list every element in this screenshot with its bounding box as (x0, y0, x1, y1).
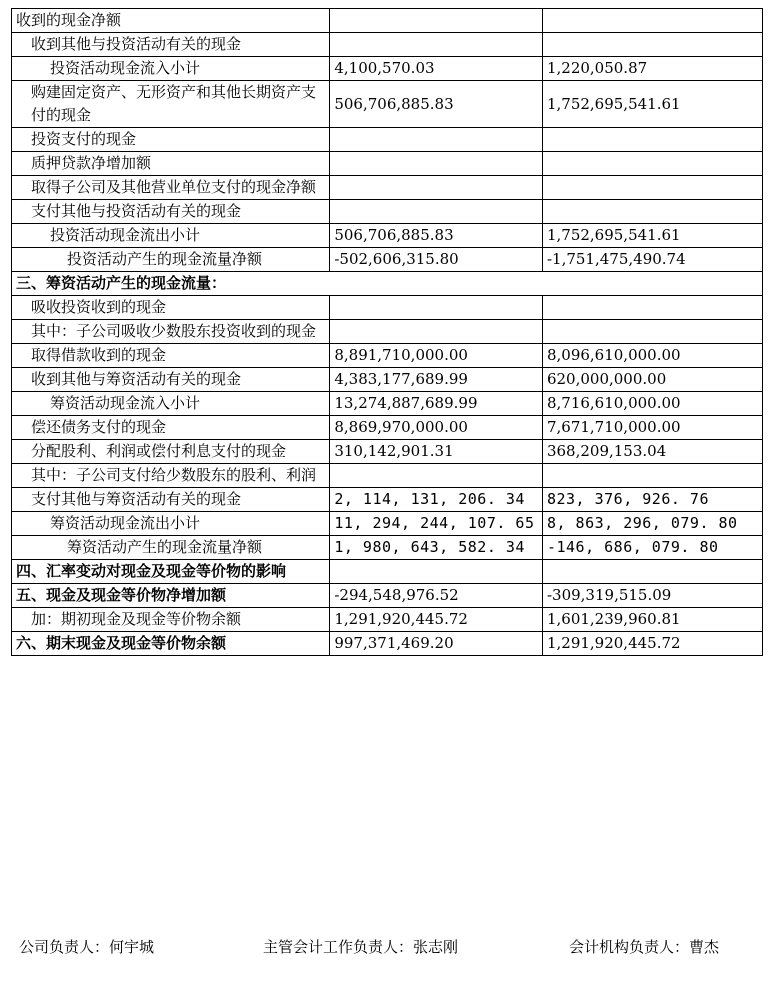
row-label: 偿还债务支付的现金 (12, 416, 330, 440)
prior-period-value: 1,601,239,960.81 (542, 608, 762, 632)
prior-period-value: 7,671,710,000.00 (542, 416, 762, 440)
row-label: 筹资活动现金流出小计 (12, 512, 330, 536)
company-head: 公司负责人：何宇城 (19, 938, 155, 956)
current-period-value: 310,142,901.31 (330, 440, 543, 464)
table-row (12, 248, 763, 272)
table-row (12, 200, 763, 224)
current-period-value: 8,891,710,000.00 (330, 344, 543, 368)
table-row (12, 512, 763, 536)
current-period-value (330, 9, 543, 33)
prior-period-value: 1,752,695,541.61 (542, 224, 762, 248)
prior-period-value: 1,752,695,541.61 (542, 81, 762, 128)
prior-period-value: -146, 686, 079. 80 (542, 536, 762, 560)
table-row (12, 9, 763, 33)
current-period-value (330, 33, 543, 57)
current-period-value (330, 560, 543, 584)
row-label: 投资活动现金流出小计 (12, 224, 330, 248)
current-period-value: 8,869,970,000.00 (330, 416, 543, 440)
prior-period-value (542, 320, 762, 344)
row-label: 取得借款收到的现金 (12, 344, 330, 368)
table-row (12, 152, 763, 176)
section-heading-row (12, 272, 763, 296)
table-row (12, 488, 763, 512)
row-label: 投资活动现金流入小计 (12, 57, 330, 81)
table-row (12, 392, 763, 416)
table-row (12, 440, 763, 464)
current-period-value: -294,548,976.52 (330, 584, 543, 608)
table-row (12, 320, 763, 344)
prior-period-value: 1,291,920,445.72 (542, 632, 762, 656)
row-label: 分配股利、利润或偿付利息支付的现金 (12, 440, 330, 464)
prior-period-value (542, 176, 762, 200)
table-row (12, 344, 763, 368)
table-row (12, 536, 763, 560)
row-label: 支付其他与筹资活动有关的现金 (12, 488, 330, 512)
row-label: 取得子公司及其他营业单位支付的现金净额 (12, 176, 330, 200)
row-label: 其中：子公司支付给少数股东的股利、利润 (12, 464, 330, 488)
row-label: 收到其他与投资活动有关的现金 (12, 33, 330, 57)
table-row (12, 224, 763, 248)
table-row (12, 368, 763, 392)
prior-period-value (542, 152, 762, 176)
row-label: 投资活动产生的现金流量净额 (12, 248, 330, 272)
current-period-value: 13,274,887,689.99 (330, 392, 543, 416)
table-row (12, 128, 763, 152)
current-period-value: 4,100,570.03 (330, 57, 543, 81)
row-label: 吸收投资收到的现金 (12, 296, 330, 320)
table-row (12, 632, 763, 656)
cash-flow-table (11, 8, 763, 656)
row-label: 购建固定资产、无形资产和其他长期资产支付的现金 (12, 81, 330, 128)
current-period-value (330, 320, 543, 344)
row-label: 支付其他与投资活动有关的现金 (12, 200, 330, 224)
prior-period-value: 8,096,610,000.00 (542, 344, 762, 368)
current-period-value: 2, 114, 131, 206. 34 (330, 488, 543, 512)
prior-period-value: -1,751,475,490.74 (542, 248, 762, 272)
current-period-value (330, 200, 543, 224)
prior-period-value: 1,220,050.87 (542, 57, 762, 81)
current-period-value (330, 152, 543, 176)
table-row (12, 296, 763, 320)
prior-period-value (542, 560, 762, 584)
current-period-value: 11, 294, 244, 107. 65 (330, 512, 543, 536)
prior-period-value: 620,000,000.00 (542, 368, 762, 392)
table-row (12, 464, 763, 488)
section-heading: 三、筹资活动产生的现金流量： (12, 272, 763, 296)
table-row (12, 176, 763, 200)
prior-period-value (542, 296, 762, 320)
row-label: 加：期初现金及现金等价物余额 (12, 608, 330, 632)
current-period-value: -502,606,315.80 (330, 248, 543, 272)
prior-period-value (542, 128, 762, 152)
table-row (12, 33, 763, 57)
row-label: 投资支付的现金 (12, 128, 330, 152)
table-row (12, 81, 763, 128)
accounting-head: 主管会计工作负责人：张志刚 (263, 938, 459, 956)
row-label: 质押贷款净增加额 (12, 152, 330, 176)
prior-period-value: -309,319,515.09 (542, 584, 762, 608)
current-period-value: 506,706,885.83 (330, 224, 543, 248)
row-label: 六、期末现金及现金等价物余额 (12, 632, 330, 656)
prior-period-value (542, 33, 762, 57)
current-period-value: 1, 980, 643, 582. 34 (330, 536, 543, 560)
row-label: 四、汇率变动对现金及现金等价物的影响 (12, 560, 330, 584)
prior-period-value (542, 9, 762, 33)
prior-period-value: 368,209,153.04 (542, 440, 762, 464)
row-label: 筹资活动现金流入小计 (12, 392, 330, 416)
row-label: 收到的现金净额 (12, 9, 330, 33)
current-period-value (330, 128, 543, 152)
current-period-value: 997,371,469.20 (330, 632, 543, 656)
current-period-value: 1,291,920,445.72 (330, 608, 543, 632)
row-label: 其中：子公司吸收少数股东投资收到的现金 (12, 320, 330, 344)
table-row (12, 416, 763, 440)
row-label: 五、现金及现金等价物净增加额 (12, 584, 330, 608)
prior-period-value: 823, 376, 926. 76 (542, 488, 762, 512)
table-row (12, 57, 763, 81)
prior-period-value (542, 464, 762, 488)
prior-period-value (542, 200, 762, 224)
prior-period-value: 8, 863, 296, 079. 80 (542, 512, 762, 536)
row-label: 筹资活动产生的现金流量净额 (12, 536, 330, 560)
table-row (12, 560, 763, 584)
prior-period-value: 8,716,610,000.00 (542, 392, 762, 416)
table-row (12, 584, 763, 608)
row-label: 收到其他与筹资活动有关的现金 (12, 368, 330, 392)
current-period-value (330, 464, 543, 488)
accounting-org-head: 会计机构负责人：曹杰 (569, 938, 720, 956)
table-row (12, 608, 763, 632)
current-period-value (330, 176, 543, 200)
current-period-value (330, 296, 543, 320)
current-period-value: 506,706,885.83 (330, 81, 543, 128)
current-period-value: 4,383,177,689.99 (330, 368, 543, 392)
